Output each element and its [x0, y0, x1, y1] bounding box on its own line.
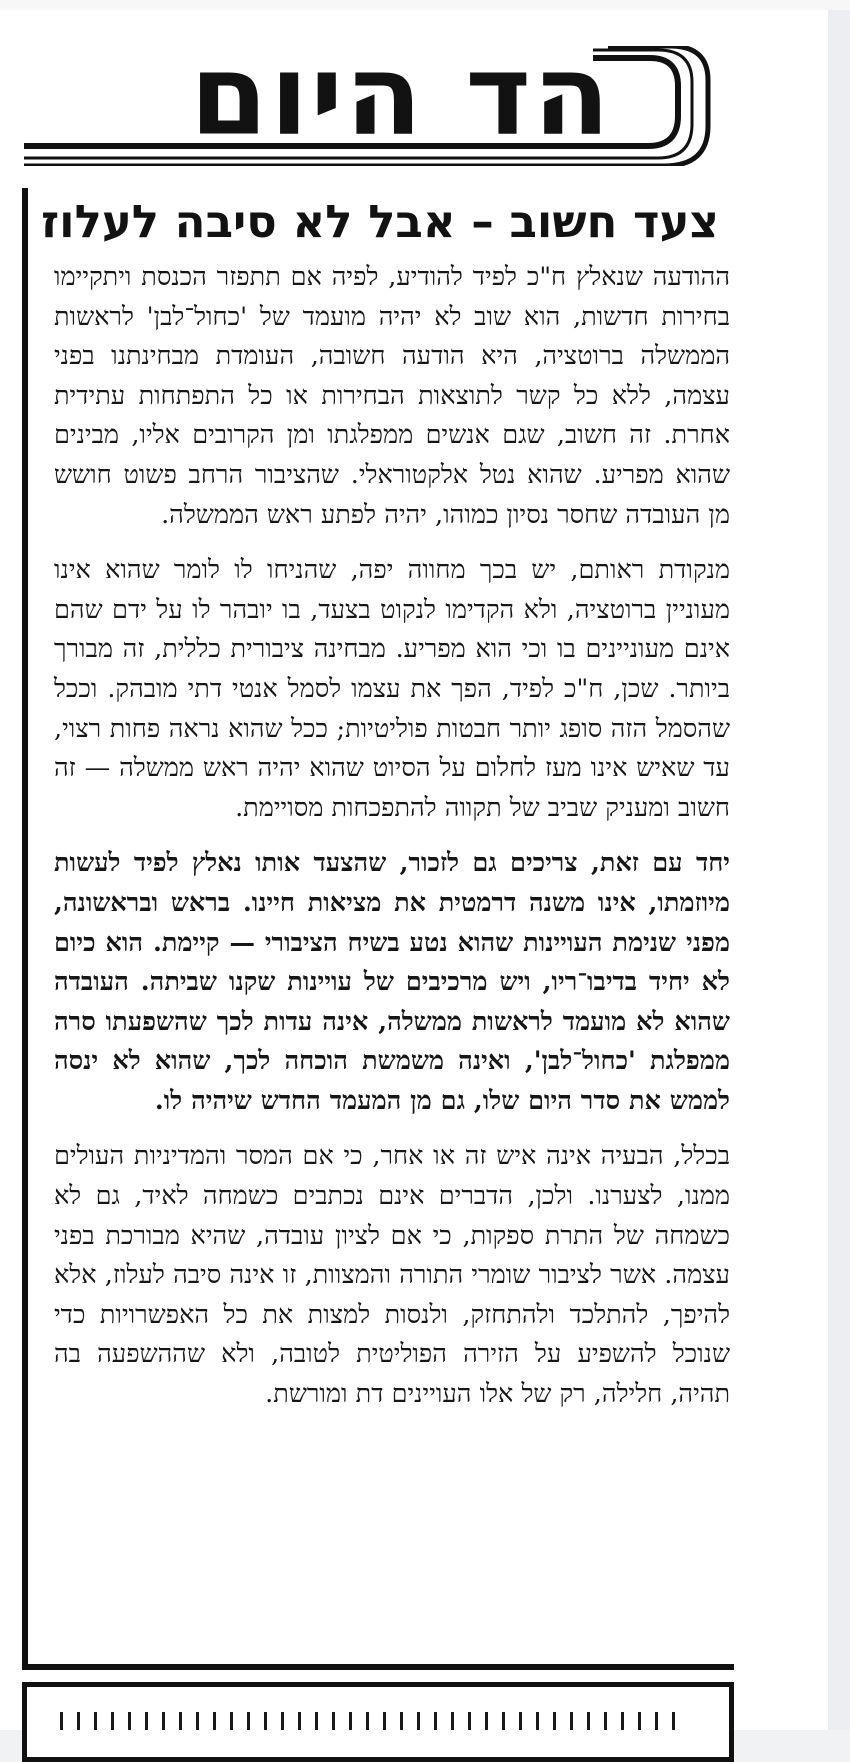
masthead	[18, 31, 730, 166]
next-article-header-partial	[60, 1712, 680, 1730]
article-frame-bottom	[22, 1664, 734, 1670]
masthead-title: הד היום	[189, 31, 612, 161]
page-right-margin	[828, 10, 850, 1730]
article-frame-left	[22, 188, 28, 1668]
article-paragraph: בכלל, הבעיה אינה איש זה או אחר, כי אם המסר והמדיניות העולים ממנו, לצערנו. ולכן, הדברים אינם נכתבים כשמחה לאיד, גם לא כשמחה של התרת ספקות, כי אם לציון עובדה, שהיא מבורכת בפני עצמה. אשר לציבור שומרי התורה והמצוות, זו אינה סיבה לעלוז, אלא להיפך, להתלכד ולהתחזק, ולנסות למצות את כל האפשרויות כדי שנוכל להשפיע על הזירה הפוליטית לטובה, ולא שההשפעה בה תהיה, חלילה, רק של אלו העויינים דת ומורשת.	[54, 1141, 730, 1410]
article-headline: צעד חשוב – אבל לא סיבה לעלוז	[41, 195, 719, 248]
article-paragraph: יחד עם זאת, צריכים גם לזכור, שהצעד אותו נאלץ לפיד לעשות מיוזמתו, אינו משנה דרמטית את מציאות חיינו. בראש ובראשונה, מפני שנימת העויינות שהוא נטע בשיח הציבורי — קיימת. הוא כיום לא יחיד בדיבו־ריו, ויש מרכיבים של עויינות שקנו שביתה. העובדה שהוא לא מועמד לראשות ממשלה, אינה עדות לכך שהשפעתו סרה ממפלגת 'כחול־לבן', ואינה משמשת הוכחה לכך, שהוא לא ינסה לממש את סדר היום שלו, גם מן המעמד החדש שיהיה לו.	[54, 848, 730, 1116]
article-body	[54, 258, 730, 1431]
article-paragraph: מנקודת ראותם, יש בכך מחווה יפה, שהניחו לו לומר שהוא אינו מעוניין ברוטציה, ולא הקדימו לנקוט בצעד, בו יובהר לו על ידם שהם אינם מעוניינים בו וכי הוא מפריע. מבחינה ציבורית כללית, זה מבורך ביותר. שכן, ח"כ לפיד, הפך את עצמו לסמל אנטי דתי מובהק. וככל שהסמל הזה סופג יותר חבטות פוליטיות; ככל שהוא נראה פחות רצוי, עד שאיש אינו מעז לחלום על הסיוט שהוא יהיה ראש ממשלה — זה חשוב ומעניק שביב של תקווה להתפכחות מסויימת.	[54, 555, 730, 823]
article-paragraph: ההודעה שנאלץ ח"כ לפיד להודיע, לפיה אם תתפזר הכנסת ויתקיימו בחירות חדשות, הוא שוב לא יהיה מועמד של 'כחול־לבן' לראשות הממשלה ברוטציה, היא הודעה חשובה, העומדת מבחינתנו בפני עצמה, ללא כל קשר לתוצאות הבחירות או כל התפתחות עתידית אחרת. זה חשוב, שגם אנשים ממפלגתו ומן הקרובים אליו, מבינים שהוא מפריע. שהוא נטל אלקטוראלי. שהציבור הרחב פשוט חושש מן העובדה שחסר נסיון כמוהו, יהיה לפתע ראש הממשלה.	[54, 262, 730, 530]
